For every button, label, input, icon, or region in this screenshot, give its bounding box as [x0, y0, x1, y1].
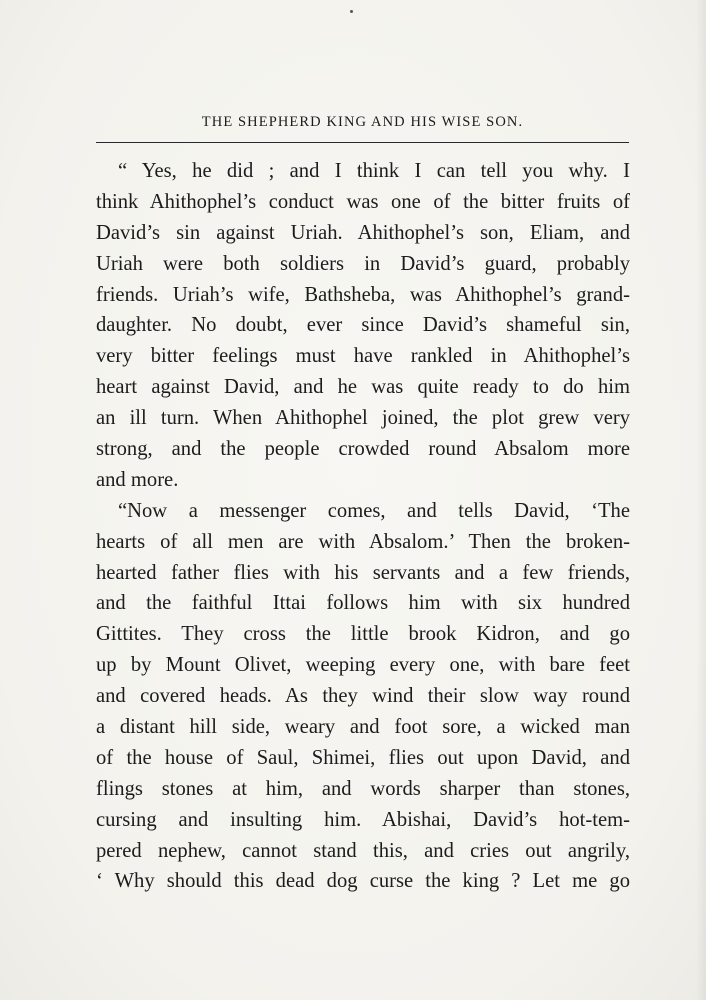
- page-edge-shadow: [696, 0, 706, 1000]
- running-head: THE SHEPHERD KING AND HIS WISE SON.: [201, 114, 524, 130]
- text-line: think Ahithophel’s conduct was one of the bitter fruits of: [96, 190, 630, 213]
- text-line: up by Mount Olivet, weeping every one, with bare feet: [96, 654, 630, 677]
- paragraph: [96, 156, 630, 496]
- text-line: hearted father flies with his servants and a few friends,: [96, 561, 630, 584]
- paragraph: [96, 496, 630, 898]
- text-line: and more.: [96, 468, 179, 491]
- text-line: and covered heads. As they wind their slow way round: [96, 685, 630, 708]
- text-line: David’s sin against Uriah. Ahithophel’s son, Eliam, and: [96, 221, 630, 244]
- header-rule: [96, 142, 629, 143]
- body-text: [96, 156, 630, 897]
- text-line: hearts of all men are with Absalom.’ Then the broken-: [96, 530, 630, 553]
- text-line: a distant hill side, weary and foot sore, a wicked man: [96, 716, 630, 739]
- text-line: and the faithful Ittai follows him with six hundred: [96, 592, 630, 615]
- text-line: an ill turn. When Ahithophel joined, the plot grew very: [96, 407, 630, 430]
- printer-mark: [350, 10, 353, 13]
- text-line: Uriah were both soldiers in David’s guard, probably: [96, 252, 630, 275]
- text-line: cursing and insulting him. Abishai, David’s hot-tem-: [96, 808, 630, 831]
- text-line: pered nephew, cannot stand this, and cries out angrily,: [96, 839, 630, 862]
- text-line: ‘ Why should this dead dog curse the king ? Let me go: [96, 870, 630, 893]
- text-line: heart against David, and he was quite ready to do him: [96, 376, 630, 399]
- text-line: flings stones at him, and words sharper than stones,: [96, 777, 630, 800]
- text-line: very bitter feelings must have rankled in Ahithophel’s: [96, 345, 630, 368]
- text-line: friends. Uriah’s wife, Bathsheba, was Ahithophel’s grand-: [96, 283, 630, 306]
- text-line: daughter. No doubt, ever since David’s shameful sin,: [96, 314, 630, 337]
- text-line: of the house of Saul, Shimei, flies out upon David, and: [96, 746, 630, 769]
- text-line: Gittites. They cross the little brook Kidron, and go: [96, 623, 630, 646]
- text-line: “ Yes, he did ; and I think I can tell you why. I: [118, 160, 630, 182]
- text-line: strong, and the people crowded round Absalom more: [96, 438, 630, 461]
- text-line: “Now a messenger comes, and tells David, ‘The: [118, 499, 630, 522]
